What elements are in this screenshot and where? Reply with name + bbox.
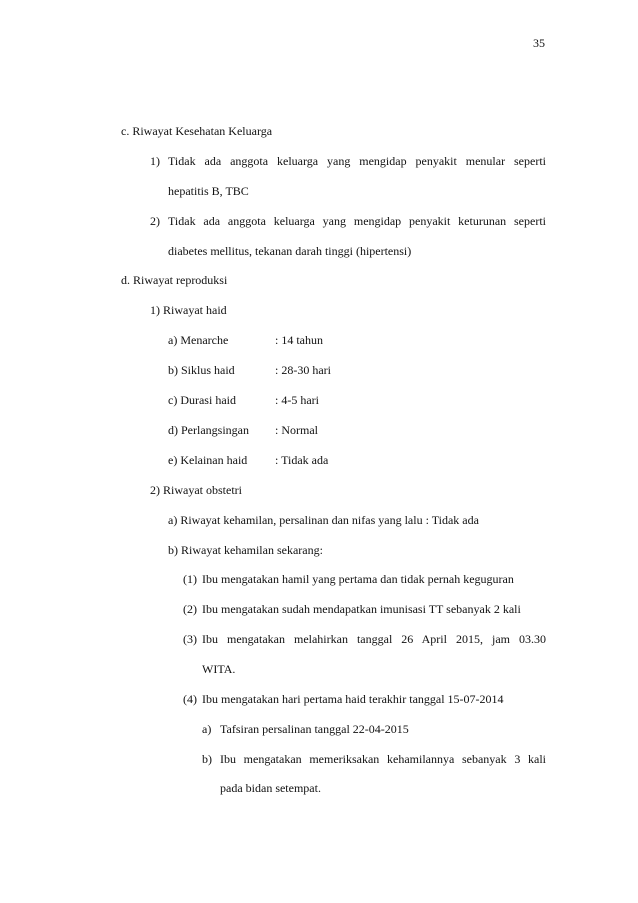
sub-item-num: (4): [183, 692, 197, 706]
obstetri-title: 2) Riwayat obstetri: [150, 483, 242, 497]
haid-row: [168, 332, 323, 348]
section-c-item-1-line1: Tidak ada anggota keluarga yang mengidap penyakit menular seperti: [168, 154, 546, 168]
section-c-heading: c. Riwayat Kesehatan Keluarga: [121, 124, 273, 138]
sub-item-text: Ibu mengatakan sudah mendapatkan imunisasi TT sebanyak 2 kali: [202, 602, 521, 616]
section-d-heading: d. Riwayat reproduksi: [121, 273, 228, 287]
haid-row: [168, 362, 331, 378]
haid-row-label: b) Siklus haid: [168, 363, 235, 377]
haid-row-value: : Normal: [275, 423, 318, 437]
sub4-item-text-cont: pada bidan setempat.: [220, 781, 321, 795]
haid-title: 1) Riwayat haid: [150, 303, 227, 317]
haid-row: [168, 452, 329, 468]
sub-item-num: (3): [183, 632, 197, 646]
sub-item-text: Ibu mengatakan hamil yang pertama dan tidak pernah keguguran: [202, 572, 514, 586]
sub4-item-num: a): [202, 722, 212, 736]
obstetri-b: b) Riwayat kehamilan sekarang:: [168, 543, 323, 557]
sub-item-text: Ibu mengatakan hari pertama haid terakhir tanggal 15-07-2014: [202, 692, 504, 706]
haid-row: [168, 392, 319, 408]
haid-row-label: d) Perlangsingan: [168, 423, 249, 437]
section-c-item-2-line1: Tidak ada anggota keluarga yang mengidap penyakit keturunan seperti: [168, 214, 546, 228]
sub-item-text-cont: WITA.: [202, 662, 236, 676]
page-number: 35: [533, 36, 545, 50]
haid-row-value: : 28-30 hari: [275, 363, 331, 377]
sub-item-text: Ibu mengatakan melahirkan tanggal 26 April 2015, jam 03.30: [202, 632, 546, 646]
obstetri-a: a) Riwayat kehamilan, persalinan dan nifas yang lalu : Tidak ada: [168, 513, 479, 527]
haid-row-value: : 14 tahun: [275, 333, 323, 347]
section-c-item-1-num: 1): [150, 154, 160, 168]
sub-item-num: (2): [183, 602, 197, 616]
haid-row-label: e) Kelainan haid: [168, 453, 248, 467]
sub-item-num: (1): [183, 572, 197, 586]
haid-row-value: : Tidak ada: [275, 453, 329, 467]
haid-row: [168, 422, 318, 438]
haid-row-label: c) Durasi haid: [168, 393, 236, 407]
sub4-item-text: Tafsiran persalinan tanggal 22-04-2015: [220, 722, 409, 736]
haid-row-value: : 4-5 hari: [275, 393, 319, 407]
section-c-item-1-line2: hepatitis B, TBC: [168, 184, 249, 198]
section-c-item-2-line2: diabetes mellitus, tekanan darah tinggi (hipertensi): [168, 244, 412, 258]
sub4-item-num: b): [202, 752, 212, 766]
sub4-item-text: Ibu mengatakan memeriksakan kehamilannya sebanyak 3 kali: [220, 752, 546, 766]
haid-row-label: a) Menarche: [168, 333, 229, 347]
section-c-item-2-num: 2): [150, 214, 160, 228]
